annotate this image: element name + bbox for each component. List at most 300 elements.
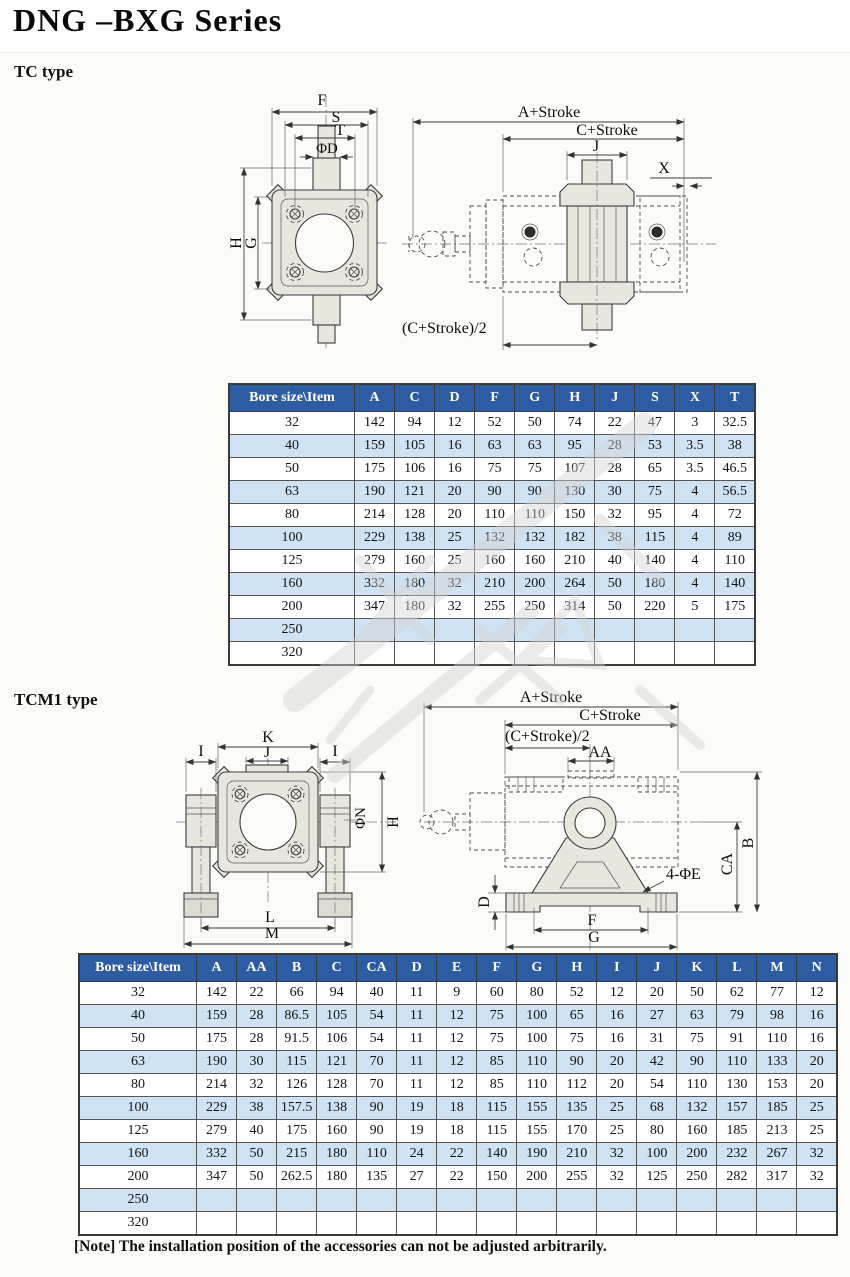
dimension-cell: 40	[595, 550, 635, 573]
bore-size-cell: 160	[229, 573, 355, 596]
dim-label-k: K	[262, 729, 274, 746]
dimension-cell: 140	[635, 550, 675, 573]
dimension-cell: 210	[555, 550, 595, 573]
dimension-cell: 70	[357, 1074, 397, 1097]
bore-size-cell: 320	[79, 1212, 197, 1236]
dimension-cell: 28	[595, 458, 635, 481]
dimension-cell: 40	[357, 982, 397, 1005]
column-header: S	[635, 384, 675, 412]
table-row	[229, 642, 755, 666]
dim-label-x: X	[658, 160, 670, 177]
column-header: I	[597, 954, 637, 982]
table-row	[79, 1143, 837, 1166]
table-row	[79, 1212, 837, 1236]
dimension-cell	[355, 642, 395, 666]
dimension-cell	[355, 619, 395, 642]
dimension-cell	[715, 642, 755, 666]
dim-label-aa: AA	[588, 744, 612, 761]
dimension-cell: 63	[677, 1005, 717, 1028]
dim-label-c-stroke: C+Stroke	[576, 122, 638, 139]
column-header: CA	[357, 954, 397, 982]
dimension-cell	[397, 1212, 437, 1236]
dimension-cell	[515, 642, 555, 666]
dimension-cell	[595, 642, 635, 666]
dimension-cell: 107	[555, 458, 595, 481]
dimension-cell: 180	[317, 1143, 357, 1166]
dimension-cell	[677, 1212, 717, 1236]
dimension-cell: 75	[477, 1005, 517, 1028]
dimension-cell: 232	[717, 1143, 757, 1166]
column-header: A	[197, 954, 237, 982]
tc-rod	[313, 158, 340, 191]
column-header: X	[675, 384, 715, 412]
dimension-cell: 3.5	[675, 458, 715, 481]
bore-size-cell: 250	[229, 619, 355, 642]
column-header: T	[715, 384, 755, 412]
dimension-cell: 200	[515, 573, 555, 596]
dimension-cell: 262.5	[277, 1166, 317, 1189]
tc-dimension-table	[228, 383, 756, 666]
dimension-cell	[595, 619, 635, 642]
dimension-cell: 22	[237, 982, 277, 1005]
dimension-cell	[557, 1212, 597, 1236]
tcm1-front-view-drawing	[165, 715, 405, 960]
dimension-cell: 32	[797, 1166, 837, 1189]
dimension-cell	[277, 1189, 317, 1212]
dimension-cell: 5	[675, 596, 715, 619]
dimension-cell: 19	[397, 1120, 437, 1143]
dimension-cell: 94	[395, 412, 435, 435]
dimension-cell	[397, 1189, 437, 1212]
dimension-cell: 77	[757, 982, 797, 1005]
dimension-cell: 16	[797, 1005, 837, 1028]
dimension-cell	[717, 1212, 757, 1236]
dimension-cell: 282	[717, 1166, 757, 1189]
dimension-cell: 213	[757, 1120, 797, 1143]
dimension-cell	[477, 1189, 517, 1212]
dimension-cell	[517, 1189, 557, 1212]
dimension-cell: 332	[197, 1143, 237, 1166]
tc-rod-bottom	[313, 295, 340, 325]
bore-size-cell: 40	[229, 435, 355, 458]
bore-size-cell: 320	[229, 642, 355, 666]
table-row	[229, 573, 755, 596]
dim-label-a-stroke2: A+Stroke	[519, 689, 583, 706]
dimension-cell	[637, 1212, 677, 1236]
dimension-cell: 90	[357, 1097, 397, 1120]
dimension-cell: 25	[435, 550, 475, 573]
dimension-cell: 75	[557, 1028, 597, 1051]
dimension-cell: 115	[477, 1120, 517, 1143]
dimension-cell: 347	[355, 596, 395, 619]
dimension-cell: 175	[355, 458, 395, 481]
dimension-cell: 11	[397, 1074, 437, 1097]
dimension-cell: 54	[357, 1005, 397, 1028]
dimension-cell	[435, 642, 475, 666]
bore-size-cell: 100	[229, 527, 355, 550]
column-header: J	[595, 384, 635, 412]
dimension-cell: 28	[237, 1028, 277, 1051]
dimension-cell: 80	[637, 1120, 677, 1143]
dim-label-half-stroke: (C+Stroke)/2	[402, 320, 487, 337]
dimension-cell: 190	[517, 1143, 557, 1166]
dim-label-4-phi-e: 4-ΦE	[666, 866, 701, 883]
dimension-cell: 22	[595, 412, 635, 435]
dimension-cell: 75	[515, 458, 555, 481]
dimension-cell: 95	[555, 435, 595, 458]
dim-label-i-right: I	[332, 743, 338, 760]
page-title: DNG –BXG Series	[13, 2, 283, 38]
dimension-cell: 3	[675, 412, 715, 435]
column-header: G	[517, 954, 557, 982]
dimension-cell: 125	[637, 1166, 677, 1189]
dimension-cell	[597, 1189, 637, 1212]
dimension-cell: 24	[397, 1143, 437, 1166]
dimension-cell: 110	[517, 1051, 557, 1074]
dimension-cell: 215	[277, 1143, 317, 1166]
dimension-cell: 28	[237, 1005, 277, 1028]
column-header: N	[797, 954, 837, 982]
dimension-cell: 182	[555, 527, 595, 550]
dimension-cell: 74	[555, 412, 595, 435]
dim-label-f: F	[317, 92, 327, 109]
dimension-cell: 4	[675, 504, 715, 527]
dimension-cell: 65	[557, 1005, 597, 1028]
dimension-cell: 12	[597, 982, 637, 1005]
dimension-cell: 12	[797, 982, 837, 1005]
dimension-cell: 30	[595, 481, 635, 504]
dimension-cell: 63	[475, 435, 515, 458]
dimension-cell: 32	[597, 1166, 637, 1189]
dimension-cell: 126	[277, 1074, 317, 1097]
dimension-cell: 210	[557, 1143, 597, 1166]
dimension-cell: 229	[355, 527, 395, 550]
dimension-cell: 60	[477, 982, 517, 1005]
dimension-cell: 42	[637, 1051, 677, 1074]
dimension-cell: 279	[197, 1120, 237, 1143]
dimension-cell	[635, 619, 675, 642]
dimension-cell: 32	[797, 1143, 837, 1166]
dimension-cell: 170	[557, 1120, 597, 1143]
table-row	[79, 1097, 837, 1120]
table-row	[79, 1120, 837, 1143]
bore-size-cell: 200	[229, 596, 355, 619]
bore-size-cell: 125	[229, 550, 355, 573]
dimension-cell: 38	[715, 435, 755, 458]
dimension-cell: 75	[475, 458, 515, 481]
dimension-cell: 180	[395, 596, 435, 619]
dimension-cell	[675, 642, 715, 666]
dimension-cell: 157	[717, 1097, 757, 1120]
dimension-cell	[715, 619, 755, 642]
dimension-cell: 11	[397, 982, 437, 1005]
table-header-row	[229, 384, 755, 412]
dimension-cell: 30	[237, 1051, 277, 1074]
bore-size-cell: 80	[79, 1074, 197, 1097]
tc-front-view-drawing	[228, 86, 414, 354]
dimension-cell	[757, 1212, 797, 1236]
dimension-cell: 53	[635, 435, 675, 458]
dimension-cell: 106	[395, 458, 435, 481]
dim-label-d: D	[476, 896, 493, 908]
dimension-cell: 110	[515, 504, 555, 527]
table-row	[79, 1189, 837, 1212]
dimension-cell: 89	[715, 527, 755, 550]
dimension-cell: 133	[757, 1051, 797, 1074]
dim-label-phi-n: ΦN	[353, 807, 369, 829]
dimension-cell: 190	[197, 1051, 237, 1074]
dimension-cell: 25	[797, 1097, 837, 1120]
dimension-cell: 210	[475, 573, 515, 596]
dimension-cell: 175	[197, 1028, 237, 1051]
dimension-cell: 180	[395, 573, 435, 596]
dimension-cell: 106	[317, 1028, 357, 1051]
dimension-cell: 90	[677, 1051, 717, 1074]
dimension-cell	[677, 1189, 717, 1212]
dimension-cell: 25	[597, 1097, 637, 1120]
dimension-cell: 155	[517, 1120, 557, 1143]
dimension-cell: 86.5	[277, 1005, 317, 1028]
dimension-cell: 135	[357, 1166, 397, 1189]
dimension-cell: 138	[317, 1097, 357, 1120]
dimension-cell: 11	[397, 1005, 437, 1028]
dimension-cell: 347	[197, 1166, 237, 1189]
dimension-cell: 50	[595, 596, 635, 619]
dimension-cell	[237, 1189, 277, 1212]
table-row	[79, 1074, 837, 1097]
dim-label-c-stroke2: C+Stroke	[579, 707, 641, 724]
tc-body	[267, 185, 383, 301]
dimension-cell	[797, 1212, 837, 1236]
dimension-cell: 132	[677, 1097, 717, 1120]
dimension-cell	[555, 642, 595, 666]
dimension-cell: 110	[717, 1051, 757, 1074]
table-row	[79, 1005, 837, 1028]
dimension-cell: 72	[715, 504, 755, 527]
dimension-cell: 12	[437, 1051, 477, 1074]
dimension-cell: 52	[475, 412, 515, 435]
dimension-cell: 3.5	[675, 435, 715, 458]
table-row	[229, 504, 755, 527]
tcm1-foot-left	[184, 788, 218, 924]
dimension-cell: 150	[477, 1166, 517, 1189]
bore-size-cell: 160	[79, 1143, 197, 1166]
dimension-cell: 20	[597, 1074, 637, 1097]
bore-size-cell: 100	[79, 1097, 197, 1120]
dimension-cell: 267	[757, 1143, 797, 1166]
dimension-cell: 20	[435, 481, 475, 504]
dimension-cell: 153	[757, 1074, 797, 1097]
table-row	[79, 1166, 837, 1189]
dimension-cell: 200	[677, 1143, 717, 1166]
dimension-cell: 28	[595, 435, 635, 458]
dimension-cell: 138	[395, 527, 435, 550]
dimension-cell: 159	[355, 435, 395, 458]
dimension-cell	[557, 1189, 597, 1212]
tcm1-dimension-table	[78, 953, 838, 1236]
table-row	[79, 1028, 837, 1051]
tcm1-body	[213, 767, 324, 878]
dimension-cell	[675, 619, 715, 642]
bore-size-cell: 125	[79, 1120, 197, 1143]
column-header: B	[277, 954, 317, 982]
dimension-cell: 110	[715, 550, 755, 573]
column-header: L	[717, 954, 757, 982]
column-header: J	[637, 954, 677, 982]
dimension-cell: 25	[597, 1120, 637, 1143]
dimension-cell: 79	[717, 1005, 757, 1028]
dimension-cell: 214	[355, 504, 395, 527]
tc-bore-circle	[296, 214, 354, 272]
dimension-cell: 32	[597, 1143, 637, 1166]
dimension-cell	[477, 1212, 517, 1236]
dimension-cell: 132	[475, 527, 515, 550]
dimension-cell: 90	[515, 481, 555, 504]
dim-label-g: G	[243, 237, 260, 249]
dimension-cell: 4	[675, 481, 715, 504]
dimension-cell: 185	[757, 1097, 797, 1120]
dimension-cell: 332	[355, 573, 395, 596]
tcm1-side-view-drawing	[420, 688, 850, 954]
dimension-cell: 52	[557, 982, 597, 1005]
dimension-cell: 20	[637, 982, 677, 1005]
dimension-cell: 19	[397, 1097, 437, 1120]
dimension-cell: 121	[395, 481, 435, 504]
dimension-cell: 4	[675, 573, 715, 596]
dimension-cell: 121	[317, 1051, 357, 1074]
dim-label-j2: J	[263, 744, 271, 761]
dimension-cell: 160	[475, 550, 515, 573]
dimension-cell: 62	[717, 982, 757, 1005]
dimension-cell: 50	[677, 982, 717, 1005]
dimension-cell: 95	[635, 504, 675, 527]
dimension-cell: 16	[597, 1028, 637, 1051]
column-header: F	[477, 954, 517, 982]
dimension-cell: 317	[757, 1166, 797, 1189]
dimension-cell: 90	[475, 481, 515, 504]
dimension-cell: 100	[517, 1028, 557, 1051]
dimension-cell: 27	[637, 1005, 677, 1028]
dimension-cell: 12	[435, 412, 475, 435]
dimension-cell: 255	[475, 596, 515, 619]
table-row	[229, 596, 755, 619]
dimension-cell	[357, 1212, 397, 1236]
dimension-cell: 180	[317, 1166, 357, 1189]
dimension-cell: 85	[477, 1074, 517, 1097]
dimension-cell: 229	[197, 1097, 237, 1120]
column-header: D	[397, 954, 437, 982]
dimension-cell	[435, 619, 475, 642]
dimension-cell: 32	[237, 1074, 277, 1097]
dimension-cell: 220	[635, 596, 675, 619]
column-header: D	[435, 384, 475, 412]
column-header: H	[557, 954, 597, 982]
dimension-cell	[197, 1189, 237, 1212]
dimension-cell	[635, 642, 675, 666]
dimension-cell	[757, 1189, 797, 1212]
dimension-cell: 91	[717, 1028, 757, 1051]
dimension-cell: 110	[357, 1143, 397, 1166]
dimension-cell: 98	[757, 1005, 797, 1028]
dimension-cell	[437, 1212, 477, 1236]
tc-side-view-drawing	[398, 98, 720, 356]
dimension-cell: 130	[555, 481, 595, 504]
dim-label-half-stroke2: (C+Stroke)/2	[505, 728, 590, 745]
dim-label-g2: G	[588, 929, 600, 946]
column-header: G	[515, 384, 555, 412]
dim-label-t: T	[335, 122, 345, 139]
dimension-cell: 140	[715, 573, 755, 596]
column-header: M	[757, 954, 797, 982]
tcm1-bracket	[506, 797, 677, 912]
dimension-cell: 75	[477, 1028, 517, 1051]
dimension-cell: 47	[635, 412, 675, 435]
dimension-cell: 130	[717, 1074, 757, 1097]
bore-size-cell: 63	[79, 1051, 197, 1074]
dimension-cell: 20	[435, 504, 475, 527]
dimension-cell: 250	[515, 596, 555, 619]
dim-label-phi-d: ΦD	[316, 141, 338, 157]
dimension-cell	[317, 1189, 357, 1212]
dimension-cell: 63	[515, 435, 555, 458]
dimension-cell: 54	[637, 1074, 677, 1097]
dimension-cell: 105	[395, 435, 435, 458]
dimension-cell: 16	[797, 1028, 837, 1051]
bore-size-cell: 32	[79, 982, 197, 1005]
table-row	[229, 412, 755, 435]
dimension-cell: 175	[277, 1120, 317, 1143]
dimension-cell: 150	[555, 504, 595, 527]
dimension-cell: 25	[435, 527, 475, 550]
table-row	[229, 619, 755, 642]
dimension-cell: 91.5	[277, 1028, 317, 1051]
dimension-cell: 16	[597, 1005, 637, 1028]
dimension-cell: 175	[715, 596, 755, 619]
column-header: Bore size\Item	[229, 384, 355, 412]
dimension-cell: 80	[517, 982, 557, 1005]
column-header: C	[395, 384, 435, 412]
column-header: H	[555, 384, 595, 412]
dimension-cell	[797, 1189, 837, 1212]
dimension-cell: 18	[437, 1097, 477, 1120]
column-header: F	[475, 384, 515, 412]
dimension-cell: 159	[197, 1005, 237, 1028]
dim-label-j: J	[592, 138, 600, 155]
dimension-cell: 90	[557, 1051, 597, 1074]
dimension-cell	[197, 1212, 237, 1236]
dimension-cell: 264	[555, 573, 595, 596]
dimension-cell: 94	[317, 982, 357, 1005]
dim-label-h: H	[228, 237, 245, 249]
dimension-cell: 314	[555, 596, 595, 619]
dimension-cell: 135	[557, 1097, 597, 1120]
dimension-cell	[717, 1189, 757, 1212]
dimension-cell: 110	[677, 1074, 717, 1097]
dimension-cell	[277, 1212, 317, 1236]
dimension-cell: 12	[437, 1074, 477, 1097]
dimension-cell: 279	[355, 550, 395, 573]
dimension-cell: 132	[515, 527, 555, 550]
dimension-cell	[475, 642, 515, 666]
dimension-cell: 4	[675, 527, 715, 550]
dimension-cell: 40	[237, 1120, 277, 1143]
dimension-cell: 27	[397, 1166, 437, 1189]
bore-size-cell: 50	[229, 458, 355, 481]
dimension-cell: 50	[515, 412, 555, 435]
dimension-cell	[317, 1212, 357, 1236]
dimension-cell: 70	[357, 1051, 397, 1074]
dimension-cell: 50	[237, 1166, 277, 1189]
